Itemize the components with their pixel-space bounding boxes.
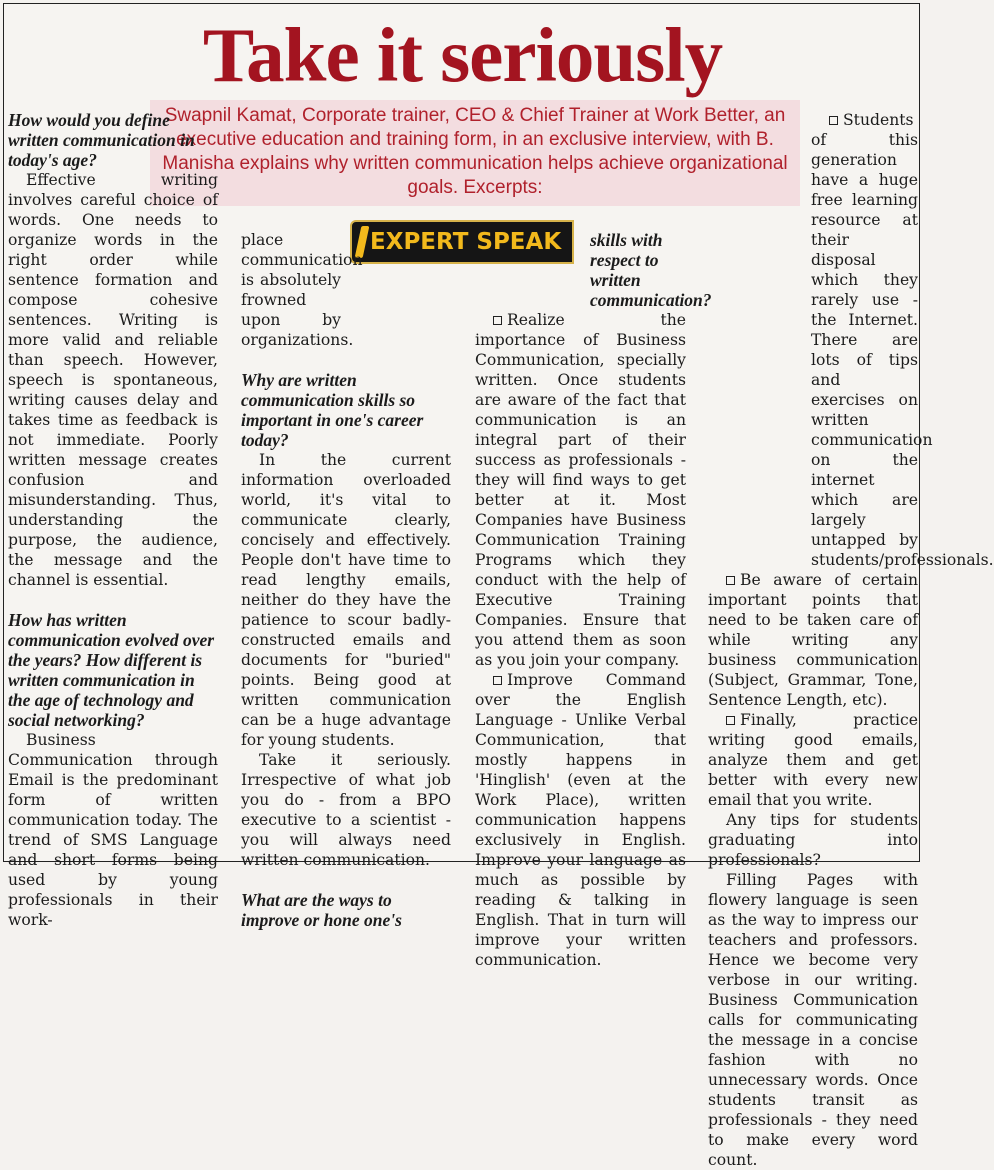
badge-label: EXPERT SPEAK (370, 229, 562, 255)
question-4: What are the ways to improve or hone one's (241, 890, 402, 930)
checkbox-bullet-icon (829, 116, 838, 125)
answer-2-continued: place communication is absolutely frowned upon by organizations. (241, 231, 363, 349)
answer-5: Filling Pages with flowery language is seen as the way to impress our teachers and professors. Hence we become very verbose in our writing. Business Communication calls for communicating the message in a concise fashion with no unnecessary words. Once students transit as professionals - they need to make every word count. (708, 871, 918, 1169)
bullet-3 (708, 110, 994, 570)
checkbox-bullet-icon (493, 676, 502, 685)
column-4 (708, 111, 994, 1170)
bullet-2-text: Improve Command over the English Language - Unlike Verbal Communication, that mostly happens in 'Hinglish' (even at the Work Place), written communication happens exclusively in English. Improve your language as much as possible by reading & talking in English. That in turn will improve your written communication. (475, 671, 686, 969)
column-3 (475, 230, 712, 970)
checkbox-bullet-icon (726, 716, 735, 725)
question-3: Why are written communication skills so important in one's career today? (241, 370, 424, 450)
answer-1: Effective writing involves careful choice of words. One needs to organize words in the right order while sentence formation and compose cohesive sentences. Writing is more valid and reliable than speech. However, speech is spontaneous, writing causes delay and takes time as feedback is not immediate. Poorly written message creates confusion and misunderstanding. Thus, understanding the purpose, the audience, the message and the channel is essential. (8, 171, 218, 589)
bullet-5 (708, 710, 918, 810)
answer-2: Business Communication through Email is the predominant form of written communication today. The trend of SMS Language and short forms being used by young professionals in their work- (8, 731, 218, 929)
bullet-3-text: Students of this generation have a huge free learning resource at their disposal which they rarely use - the Internet. There are lots of tips and exercises on written communication on the internet which are largely untapped by students/professionals. (811, 111, 994, 569)
question-1: How would you define written communication in today's age? (8, 110, 195, 170)
bullet-5-text: Finally, practice writing good emails, analyze them and get better with every new email that you write. (708, 711, 918, 809)
bullet-1 (475, 310, 686, 670)
column-2 (241, 230, 451, 930)
question-2: How has written communication evolved over the years? How different is written communication in the age of technology and social networking? (8, 610, 215, 730)
column-1 (8, 110, 218, 930)
checkbox-bullet-icon (493, 316, 502, 325)
bullet-2 (475, 670, 686, 970)
intro-blurb: Swapnil Kamat, Corporate trainer, CEO & Chief Trainer at Work Better, an executive education and training form, in an exclusive interview, with B. Manisha explains why written communication helps achieve organizational goals. Excerpts: (150, 100, 800, 206)
bullet-4-text: Be aware of certain important points that need to be taken care of while writing any business communication (Subject, Grammar, Tone, Sentence Length, etc). (708, 571, 918, 709)
checkbox-bullet-icon (726, 576, 735, 585)
bullet-1-text: Realize the importance of Business Communication, specially written. Once students are aware of the fact that communication is an integral part of their success as professionals -they will find ways to get better at it. Most Companies have Business Communication Training Programs which they conduct with the help of Executive Training Companies. Ensure that you attend them as soon as you join your company. (475, 311, 686, 669)
headline: Take it seriously (202, 12, 723, 98)
answer-3: In the current information overloaded world, it's vital to communicate clearly, concisely and effectively. People don't have time to read lengthy emails, neither do they have the patience to scour badly-constructed emails and documents for "buried" points. Being good at written communication can be a huge advantage for young students. (241, 451, 451, 749)
question-5: Any tips for students graduating into professionals? (708, 811, 918, 869)
question-4-continued: skills with respect to written communication? (590, 230, 712, 310)
answer-3-part-2: Take it seriously. Irrespective of what job you do - from a BPO executive to a scientist - you will always need written communication. (241, 751, 451, 869)
bullet-4 (708, 570, 918, 710)
